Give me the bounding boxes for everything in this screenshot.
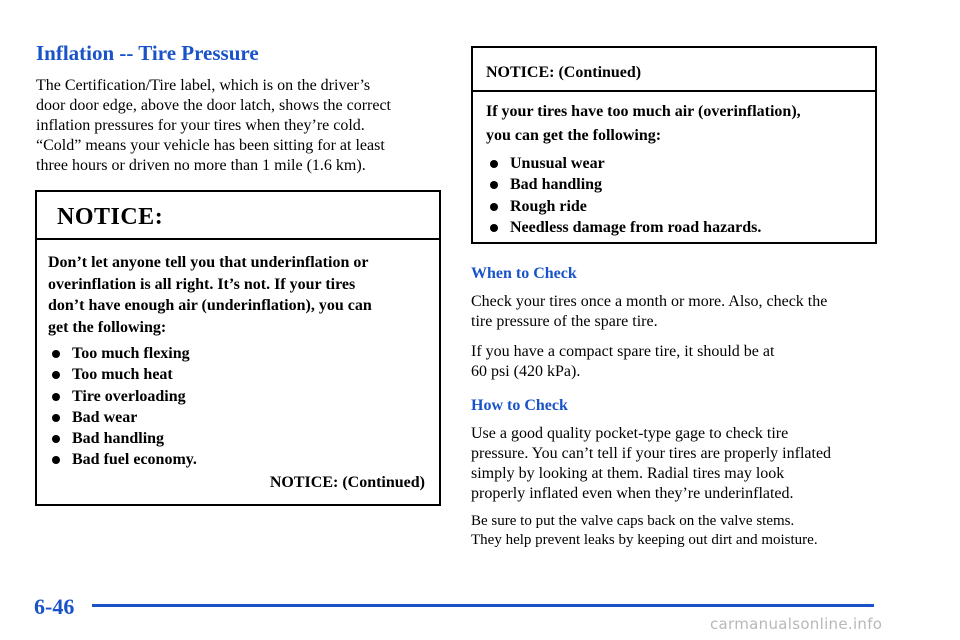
bullet-icon [52,435,60,443]
section-title: Inflation -- Tire Pressure [36,41,259,65]
spare-tire-paragraph [471,342,891,382]
list-item [48,343,438,364]
notice-body-line: If your tires have too much air (overinflation), [486,103,801,120]
list-item [48,428,438,449]
intro-line: door door edge, above the door latch, shows the correct [36,97,391,114]
bullet-text: Bad fuel economy. [72,451,197,469]
paragraph-line: They help prevent leaks by keeping out dirt and moisture. [471,532,818,548]
bullet-icon [52,393,60,401]
intro-line: “Cold” means your vehicle has been sitting for at least [36,137,385,154]
notice-bullet-list [486,153,871,238]
list-item [486,217,871,238]
bullet-icon [490,224,498,232]
bullet-icon [52,350,60,358]
paragraph-line: simply by looking at them. Radial tires may look [471,465,785,482]
bullet-text: Tire overloading [72,387,186,405]
paragraph-line: tire pressure of the spare tire. [471,313,658,330]
notice-continued-box [471,46,877,244]
notice-box [35,190,441,506]
paragraph-line: Be sure to put the valve caps back on the valve stems. [471,513,795,529]
paragraph-line: pressure. You can’t tell if your tires are properly inflated [471,445,832,462]
list-item [48,449,438,470]
how-to-check-paragraph [471,424,891,504]
valve-caps-paragraph [471,512,891,550]
bullet-text: Too much heat [72,366,173,384]
notice-body [48,252,438,471]
bullet-icon [52,414,60,422]
bullet-icon [490,181,498,189]
paragraph-line: Use a good quality pocket-type gage to check tire [471,425,789,442]
list-item [486,196,871,217]
bullet-icon [52,456,60,464]
list-item [48,364,438,385]
bullet-text: Needless damage from road hazards. [510,218,762,236]
list-item [486,153,871,174]
intro-line: three hours or driven no more than 1 mile (1.6 km). [36,157,366,174]
notice-body-line: Don’t let anyone tell you that underinflation or [48,254,369,271]
notice-body [486,100,871,238]
notice-body-line: you can get the following: [486,127,662,144]
intro-line: inflation pressures for your tires when they’re cold. [36,117,365,134]
footer-rule [92,604,874,607]
bullet-text: Unusual wear [510,155,605,172]
notice-divider [473,90,875,92]
paragraph-line: properly inflated even when they’re underinflated. [471,485,794,502]
bullet-text: Too much flexing [72,345,190,362]
bullet-text: Bad handling [72,430,165,448]
notice-continued-heading: NOTICE: (Continued) [486,64,642,81]
notice-continued-label: NOTICE: (Continued) [269,474,425,491]
when-to-check-heading: When to Check [471,265,577,282]
notice-body-line: get the following: [48,318,167,336]
paragraph-line: 60 psi (420 kPa). [471,363,581,380]
notice-divider [37,238,439,240]
notice-heading: NOTICE: [57,204,164,230]
intro-paragraph [36,76,436,176]
bullet-text: Rough ride [510,197,587,215]
list-item [486,174,871,195]
paragraph-line: Check your tires once a month or more. Also, check the [471,293,828,310]
intro-line: The Certification/Tire label, which is on the driver’s [36,77,371,94]
bullet-icon [52,371,60,379]
list-item [48,407,438,428]
how-to-check-heading: How to Check [471,397,568,414]
list-item [48,386,438,407]
notice-body-line: overinflation is all right. It’s not. If your tires [48,275,356,293]
when-to-check-paragraph [471,292,891,332]
watermark-text: carmanualsonline.info [710,615,883,633]
bullet-icon [490,203,498,211]
bullet-text: Bad wear [72,408,138,426]
notice-body-line: don’t have enough air (underinflation), you can [48,297,372,314]
page-number: 6-46 [34,594,75,619]
bullet-icon [490,160,498,168]
notice-bullet-list [48,343,438,471]
paragraph-line: If you have a compact spare tire, it should be at [471,343,775,360]
bullet-text: Bad handling [510,176,603,194]
